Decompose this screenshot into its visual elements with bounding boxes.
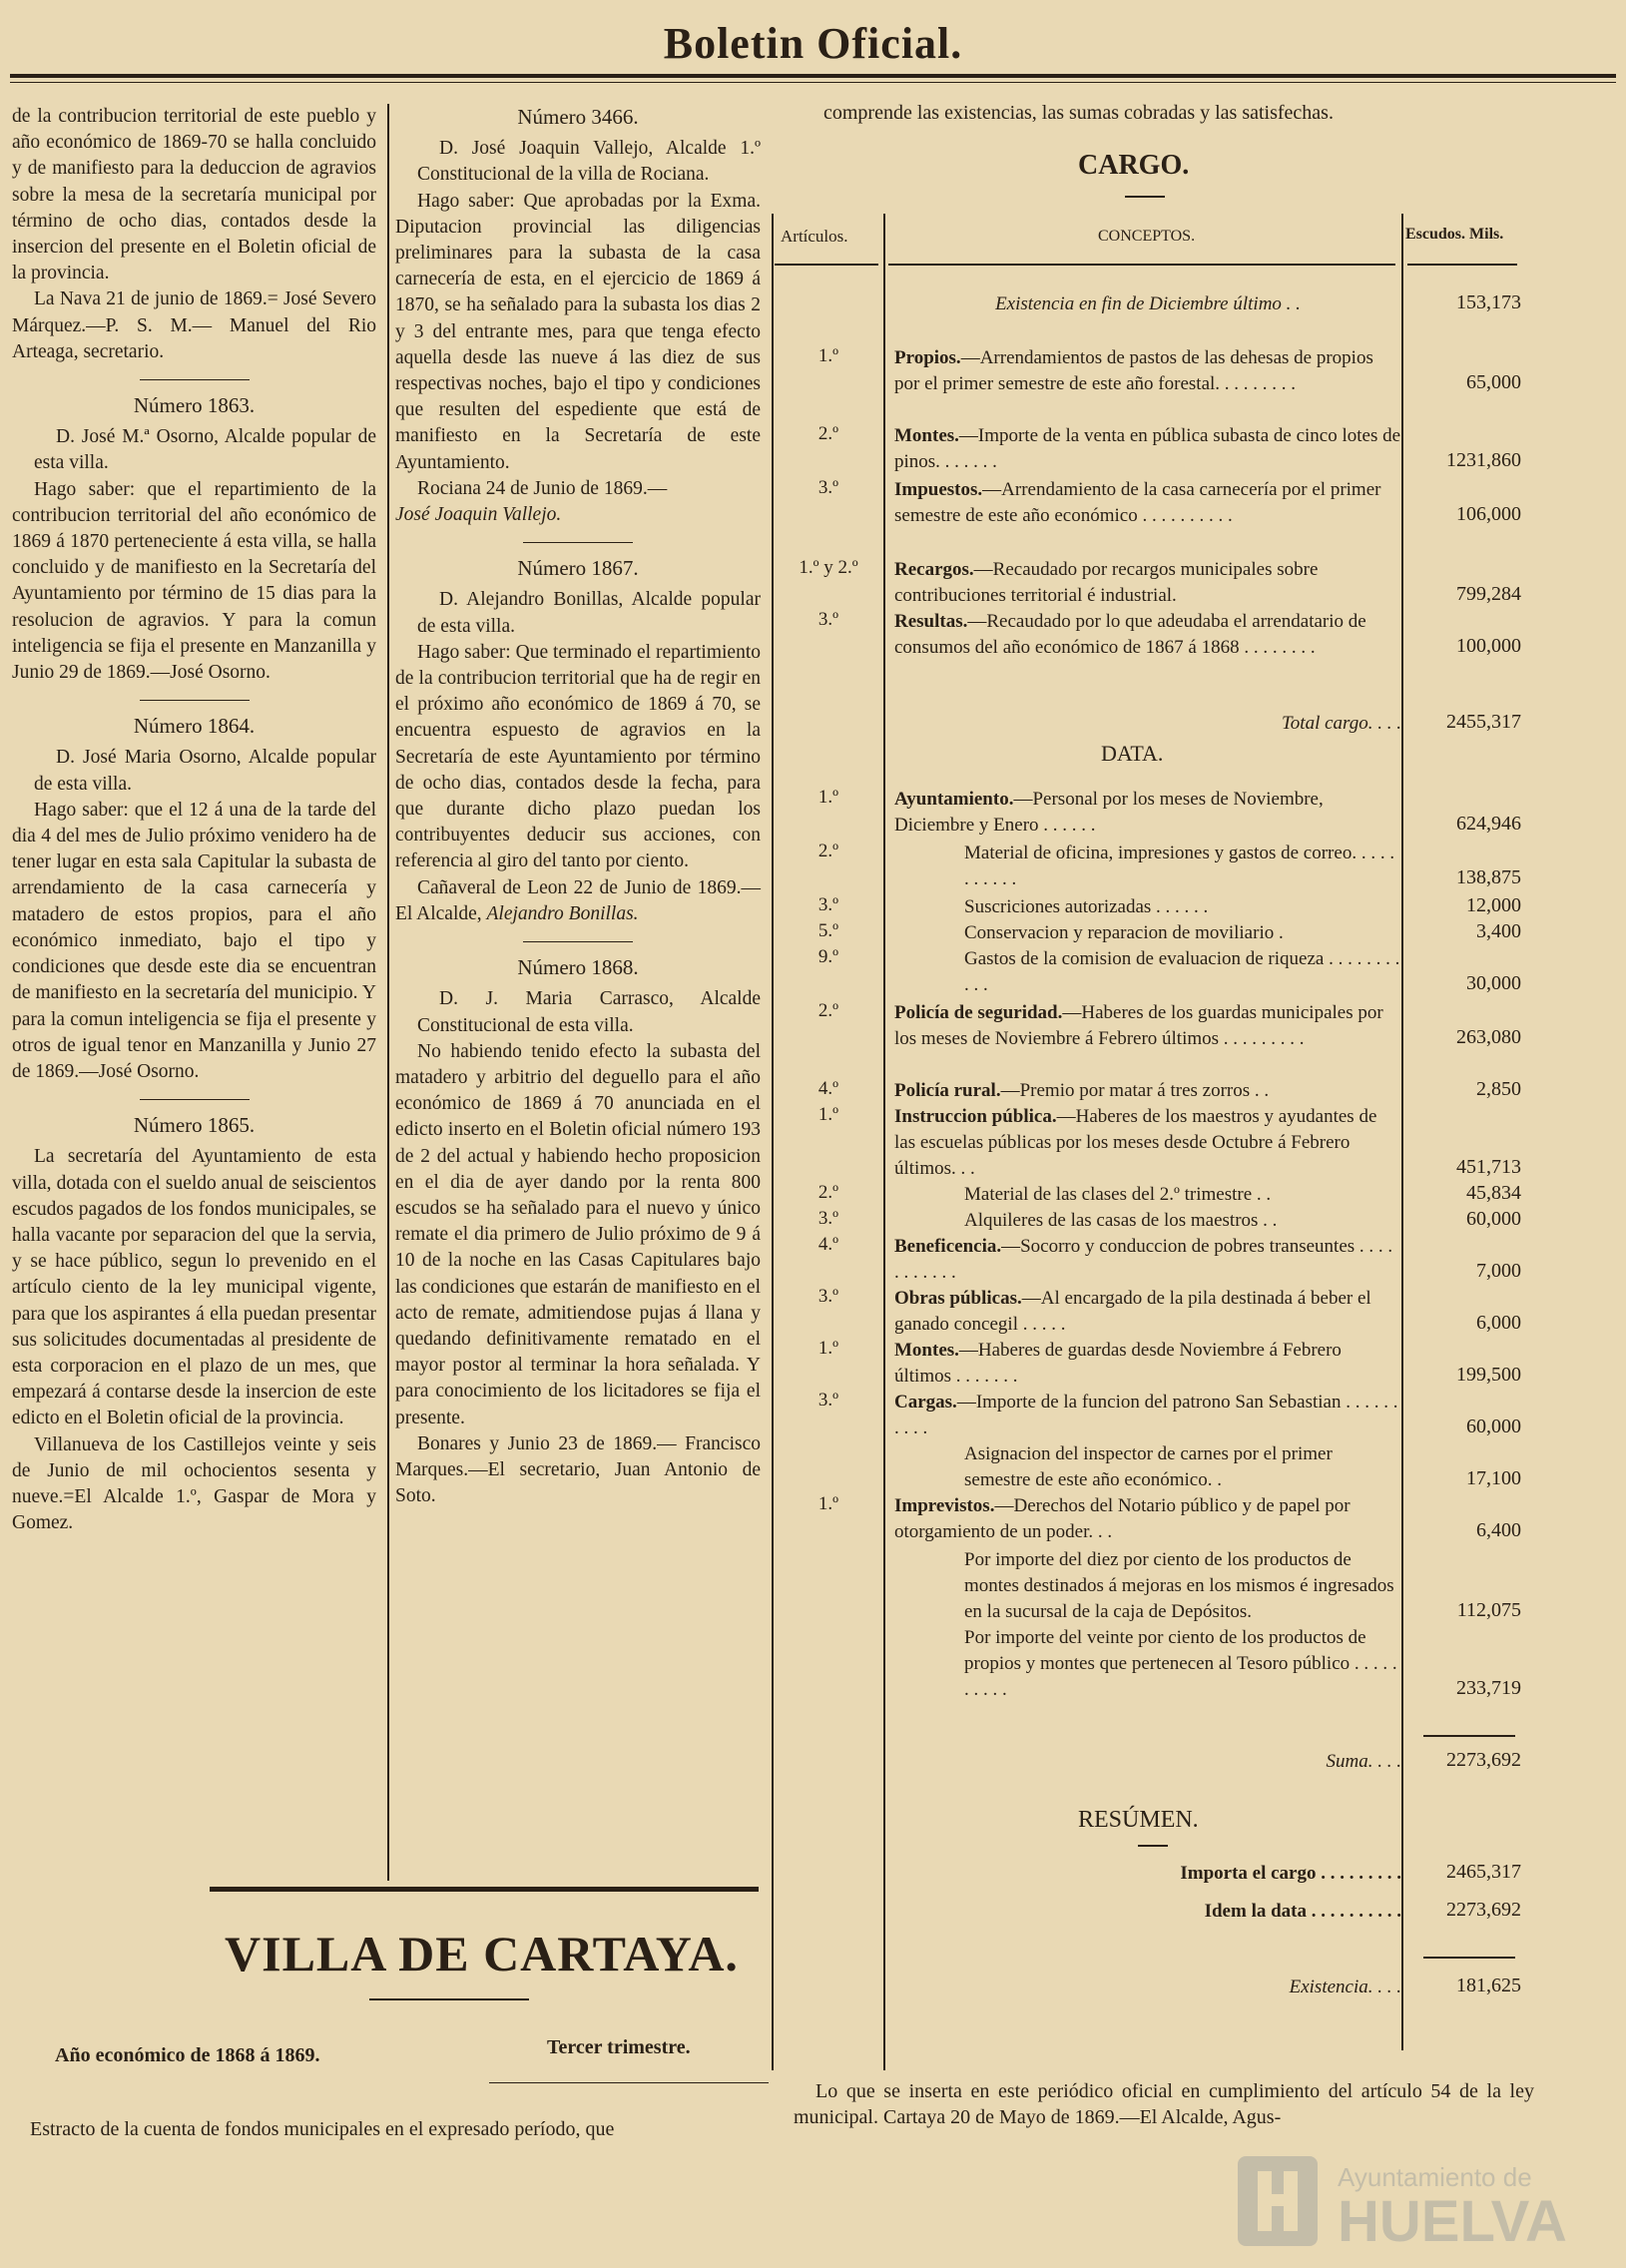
data-row-article: 1.º	[817, 787, 839, 808]
cargo-row-amount: 100,000	[1456, 635, 1521, 657]
data-row-article: 4.º	[817, 1078, 839, 1099]
data-row-amount: 6,000	[1476, 1312, 1521, 1334]
data-row-heading: Imprevistos.	[894, 1495, 995, 1516]
notice-signature: José Joaquin Vallejo.	[395, 504, 562, 526]
data-row-concept	[894, 841, 1401, 892]
col-header-conceptos: CONCEPTOS.	[1098, 228, 1196, 245]
cargo-row-amount: 2455,317	[1446, 711, 1521, 733]
notice-body: La secretaría del Ayuntamiento de esta villa, dotada con el sueldo anual de seiscientos escudos pagados de los fondos municipales, se halla vacante por separacion del que la servia, y se hace público, segun lo prevenido en el artículo ciento de la ley municipal vigente, para que los aspirantes á ella puedan presentar sus solicitudes documentadas al presidente de esta corporacion en el plazo de un mes, que empezará á contarse desde la insercion de este edicto en el Boletin oficial de la provincia.	[12, 1146, 376, 1429]
extract-continuation: comprende las existencias, las sumas cobradas y las satisfechas.	[823, 102, 1334, 124]
cargo-row-article: 1.º	[817, 345, 839, 366]
column-1	[12, 104, 376, 1536]
resumen-rule	[1423, 1957, 1515, 1959]
cargo-row-heading: Propios.	[894, 347, 961, 368]
resumen-text: Importa el cargo . . . . . . . . .	[1180, 1863, 1401, 1884]
cargo-row-text: —Importe de la venta en pública subasta de cinco lotes de pinos. . . . . . .	[894, 425, 1401, 472]
notice-number: Número 1863.	[133, 393, 256, 418]
notice-number: Número 1864.	[133, 714, 256, 739]
cargo-title: CARGO.	[1078, 150, 1190, 181]
cargo-row-amount: 106,000	[1456, 503, 1521, 525]
resumen-amount: 181,625	[1456, 1975, 1521, 1996]
data-row-text: Material de las clases del 2.º trimestre . .	[964, 1184, 1272, 1205]
column-divider	[387, 104, 389, 1881]
data-row-heading: Instruccion pública.	[894, 1106, 1057, 1127]
data-row-amount: 3,400	[1476, 920, 1521, 942]
cargo-row-amount: 153,173	[1456, 291, 1521, 313]
cargo-row-article: 3.º	[817, 609, 839, 630]
separator	[140, 700, 250, 701]
data-row-amount: 60,000	[1466, 1416, 1521, 1437]
data-row-amount: 2,850	[1476, 1078, 1521, 1100]
data-row-amount: 624,946	[1456, 813, 1521, 835]
resumen-label	[894, 1975, 1401, 2000]
signature: La Nava 21 de junio de 1869.= José Severo Márquez.—P. S. M.— Manuel del Rio Arteaga, secretario.	[12, 288, 376, 362]
data-row-amount: 60,000	[1466, 1208, 1521, 1230]
data-row-concept	[894, 1749, 1401, 1775]
watermark-line2: HUELVA	[1338, 2189, 1567, 2254]
data-row-concept	[894, 1441, 1401, 1493]
data-row-concept	[894, 1286, 1401, 1338]
data-row-heading: Obras públicas.	[894, 1288, 1022, 1309]
data-row-text: —Haberes de los maestros y ayudantes de las escuelas públicas por los meses desde Octubre á Febrero últimos. . .	[894, 1106, 1377, 1179]
data-row-concept	[894, 1547, 1401, 1625]
extract-line: Estracto de la cuenta de fondos municipales en el expresado período, que	[30, 2118, 615, 2140]
notice-body: Hago saber: Que terminado el repartimiento de la contribucion territorial que ha de regir en el próximo año económico de 1869 á 70, se encuentra espuesto de agravios en la Secretaría de este Ayuntamiento por término de ocho dias, contados desde la fecha, para que durante dicho plazo puedan los contribuyentes deducir sus acciones, con referencia al giro del tanto por ciento.	[395, 641, 761, 872]
data-row-concept	[894, 1078, 1401, 1104]
notice-author: D. José Joaquin Vallejo, Alcalde 1.º Constitucional de la villa de Rociana.	[417, 138, 761, 186]
data-row-text: —Personal por los meses de Noviembre, Diciembre y Enero . . . . . .	[894, 789, 1324, 836]
data-row-text: Suscriciones autorizadas . . . . . .	[964, 896, 1209, 917]
data-row-heading: Beneficencia.	[894, 1236, 1002, 1257]
notice-author: D. Alejandro Bonillas, Alcalde popular de esta villa.	[417, 589, 761, 637]
notice-body: Hago saber: que el repartimiento de la contribucion territorial del año económico de 1869 á 1870 perteneciente á esta villa, se halla concluido y de manifiesto en la Secretaría del Ayuntamiento por término de 15 dias para la resolucion de agravios. Y para la comun inteligencia se fija el presente en Manzanilla y Junio 29 de 1869.—José Osorno.	[12, 478, 376, 684]
section-title: VILLA DE CARTAYA.	[225, 1926, 739, 1982]
notice-number: Número 3466.	[517, 105, 639, 129]
data-row-concept	[894, 1000, 1401, 1052]
cargo-row-text: —Recaudado por recargos municipales sobre contribuciones territorial é industrial.	[894, 559, 1319, 606]
data-row-amount: 233,719	[1456, 1677, 1521, 1699]
notice-number: Número 1865.	[133, 1113, 256, 1138]
data-row-text: —Socorro y conduccion de pobres transeuntes . . . . . . . . . . .	[894, 1236, 1393, 1283]
cargo-row-article: 1.º y 2.º	[799, 557, 858, 578]
paragraph: de la contribucion territorial de este pueblo y año económico de 1869-70 se halla concluido y de manifiesto para la deduccion de agravios sobre la mesa de la secretaría municipal por término de ocho dias, contados desde la insercion del presente en el Boletin oficial de la provincia.	[12, 106, 376, 284]
cargo-row-text: —Recaudado por lo que adeudaba el arrendatario de consumos del año económico de 1867 á 1868 . . . . . . . .	[894, 611, 1366, 658]
cargo-row-concept	[894, 557, 1401, 609]
notice-date: Rociana 24 de Junio de 1869.—	[417, 477, 668, 499]
data-row-concept	[894, 787, 1401, 839]
watermark-logo	[1228, 2146, 1607, 2256]
data-row-amount: 263,080	[1456, 1026, 1521, 1048]
data-row-text: —Derechos del Notario público y de papel por otorgamiento de un poder. . .	[894, 1495, 1351, 1542]
separator	[523, 542, 633, 543]
resumen-text: Existencia. . . .	[1289, 1977, 1401, 1997]
data-row-heading: Cargas.	[894, 1392, 957, 1413]
notice-signature: Alejandro Bonillas.	[486, 902, 639, 924]
cargo-row-article: 3.º	[817, 477, 839, 498]
table-divider-right	[1401, 214, 1403, 2050]
data-row-text: —Al encargado de la pila destinada á beber el ganado concegil . . . . .	[894, 1288, 1371, 1335]
data-row-heading: Policía de seguridad.	[894, 1002, 1063, 1023]
cargo-row-text: Existencia en fin de Diciembre último . .	[995, 293, 1301, 314]
data-row-concept	[894, 894, 1401, 920]
cargo-row-heading: Montes.	[894, 425, 959, 446]
data-row-amount: 199,500	[1456, 1364, 1521, 1386]
data-row-text: Asignacion del inspector de carnes por el primer semestre de este año económico. .	[964, 1443, 1333, 1490]
masthead-rule	[10, 74, 1616, 78]
data-row-article: 9.º	[817, 946, 839, 967]
masthead-rule-thin	[10, 82, 1616, 83]
data-row-text: Por importe del veinte por ciento de los productos de propios y montes que pertenecen al Tesoro público . . . . . . . . . .	[964, 1627, 1397, 1700]
section-rule	[210, 1887, 759, 1892]
data-row-concept	[894, 1182, 1401, 1208]
data-row-heading: Montes.	[894, 1340, 959, 1361]
cargo-row-amount: 1231,860	[1446, 449, 1521, 471]
data-row-article: 3.º	[817, 1286, 839, 1307]
cargo-row-concept	[894, 291, 1401, 317]
data-row-concept	[894, 920, 1401, 946]
header-rule	[888, 264, 1395, 266]
cargo-row-amount: 65,000	[1466, 371, 1521, 393]
data-row-article: 1.º	[817, 1493, 839, 1514]
section-rule	[369, 1998, 529, 2000]
resumen-label	[894, 1861, 1401, 1887]
data-row-amount: 7,000	[1476, 1260, 1521, 1282]
header-rule	[775, 264, 878, 266]
data-row-concept	[894, 1625, 1401, 1703]
data-row-amount: 12,000	[1466, 894, 1521, 916]
col-header-escudos: Escudos. Mils.	[1405, 226, 1504, 243]
data-row-text: —Haberes de los guardas municipales por los meses de Noviembre á Febrero últimos . . . . . . . . .	[894, 1002, 1383, 1049]
resumen-rule	[1138, 1845, 1168, 1847]
data-row-text: Gastos de la comision de evaluacion de riqueza . . . . . . . . . . .	[964, 948, 1400, 995]
notice-body: Hago saber: que el 12 á una de la tarde del dia 4 del mes de Julio próximo venidero ha de tener lugar en esta sala Capitular la subasta de arrendamiento de la casa carnecería y matadero de estos propios, para el año económico inmediato, bajo el tipo y condiciones que desde este dia se encuentran de manifiesto en la secretaría del municipio. Y para la comun inteligencia se fija el presente y otros de igual tenor en Manzanilla y Junio 27 de 1869.—José Osorno.	[12, 799, 376, 1082]
data-title: DATA.	[1101, 741, 1164, 766]
cargo-row-article: 2.º	[817, 423, 839, 444]
data-row-heading: Policía rural.	[894, 1080, 1001, 1101]
cargo-row-heading: Impuestos.	[894, 479, 983, 500]
resumen-text: Idem la data . . . . . . . . . .	[1204, 1901, 1401, 1922]
notice-date-text: Cañaveral de Leon 22 de Junio de 1869.—El Alcalde,	[395, 876, 761, 924]
data-row-article: 3.º	[817, 1208, 839, 1229]
data-row-concept	[894, 1338, 1401, 1390]
cargo-row-heading: Resultas.	[894, 611, 968, 632]
data-row-text: —Haberes de guardas desde Noviembre á Febrero últimos . . . . . . .	[894, 1340, 1342, 1387]
data-row-concept	[894, 1493, 1401, 1545]
cargo-row-text: Total cargo. . . .	[1281, 713, 1401, 734]
data-row-amount: 451,713	[1456, 1156, 1521, 1178]
notice-number: Número 1868.	[517, 955, 639, 980]
separator	[140, 379, 250, 380]
notice-author: D. J. Maria Carrasco, Alcalde Constitucional de esta villa.	[417, 988, 761, 1036]
notice-signature: Bonares y Junio 23 de 1869.— Francisco Marques.—El secretario, Juan Antonio de Soto.	[395, 1432, 761, 1507]
data-row-amount: 45,834	[1466, 1182, 1521, 1204]
cargo-row-concept	[894, 345, 1401, 397]
data-row-article: 3.º	[817, 894, 839, 915]
notice-author: D. José Maria Osorno, Alcalde popular de esta villa.	[34, 747, 376, 795]
data-row-text: —Importe de la funcion del patrono San Sebastian . . . . . . . . . .	[894, 1392, 1398, 1438]
data-row-concept	[894, 1104, 1401, 1182]
data-row-article: 1.º	[817, 1338, 839, 1359]
header-rule	[1407, 264, 1517, 266]
data-row-text: —Premio por matar á tres zorros . .	[1000, 1080, 1270, 1101]
data-row-concept	[894, 1390, 1401, 1441]
data-row-amount: 6,400	[1476, 1519, 1521, 1541]
notice-author: D. José M.ª Osorno, Alcalde popular de esta villa.	[34, 426, 376, 474]
data-row-article: 2.º	[817, 841, 839, 861]
cargo-row-concept	[894, 609, 1401, 661]
data-row-amount: 17,100	[1466, 1467, 1521, 1489]
data-row-concept	[894, 1234, 1401, 1286]
data-row-text: Por importe del diez por ciento de los productos de montes destinados á mejoras en los mismos é ingresados en la sucursal de la caja de Depósitos.	[964, 1549, 1394, 1622]
separator	[140, 1099, 250, 1100]
resumen-amount: 2273,692	[1446, 1899, 1521, 1921]
cargo-row-concept	[894, 423, 1401, 475]
cargo-row-text: —Arrendamientos de pastos de las dehesas de propios por el primer semestre de este año forestal. . . . . . . . .	[894, 347, 1373, 394]
watermark-line1: Ayuntamiento de	[1338, 2162, 1532, 2192]
data-row-text: Alquileres de las casas de los maestros . .	[964, 1210, 1278, 1231]
data-row-amount: 2273,692	[1446, 1749, 1521, 1771]
data-row-amount: 30,000	[1466, 972, 1521, 994]
data-row-article: 4.º	[817, 1234, 839, 1255]
column-2	[395, 104, 761, 1509]
data-row-article: 2.º	[817, 1182, 839, 1203]
notice-signature: Villanueva de los Castillejos veinte y seis de Junio de mil ochocientos sesenta y nueve.=El Alcalde 1.º, Gaspar de Mora y Gomez.	[12, 1433, 376, 1534]
data-row-concept	[894, 1208, 1401, 1234]
notice-body: No habiendo tenido efecto la subasta del matadero y arbitrio del deguello para el año económico de 1869 á 70 anunciada en el edicto inserto en el Boletin oficial número 193 de 2 del actual y habiendo hecho proposicion en el dia de ayer dando por la renta 800 escudos se ha señalado para el nuevo y único remate el dia primero de Julio próximo de 9 á 10 de la noche en las Casas Capitulares bajo las condiciones que estarán de manifiesto en el acto de remate, admitiendose pujas á llana y quedando definitivamente rematado en el mayor postor al terminar la hora señalada. Y para conocimiento de los licitadores se fija el presente.	[395, 1040, 761, 1428]
trimester: Tercer trimestre.	[547, 2036, 691, 2058]
data-row-amount: 112,075	[1456, 1599, 1521, 1621]
resumen-title: RESÚMEN.	[1078, 1807, 1199, 1833]
data-row-text: Conservacion y reparacion de moviliario .	[964, 922, 1284, 943]
data-row-heading: Ayuntamiento.	[894, 789, 1014, 810]
notice-date	[395, 875, 761, 927]
cargo-row-amount: 799,284	[1456, 583, 1521, 605]
data-row-concept	[894, 946, 1401, 998]
data-row-text: Material de oficina, impresiones y gastos de correo. . . . . . . . . . .	[964, 843, 1395, 889]
data-row-text: Suma. . . .	[1326, 1751, 1401, 1772]
data-row-article: 5.º	[817, 920, 839, 941]
separator	[523, 941, 633, 942]
notice-number: Número 1867.	[517, 556, 639, 581]
data-row-article: 1.º	[817, 1104, 839, 1125]
data-row-amount: 138,875	[1456, 866, 1521, 888]
suma-rule	[1423, 1735, 1515, 1737]
cargo-row-concept	[894, 477, 1401, 529]
notice-body: Hago saber: Que aprobadas por la Exma. Diputacion provincial las diligencias preliminares para la subasta de la casa carnecería de esta, en el ejercicio de 1869 á 1870, se ha señalado para la subasta los dias 2 y 3 del entrante mes, para que tenga efecto aquella desde las nueve á las diez de sus respectivas noches, bajo el tipo y condiciones que resulten del espediente que está de manifiesto en la Secretaría de este Ayuntamiento.	[395, 190, 761, 473]
masthead: Boletin Oficial.	[663, 19, 963, 68]
resumen-amount: 2465,317	[1446, 1861, 1521, 1883]
table-divider-mid	[883, 214, 885, 2070]
col-header-articulos: Artículos.	[781, 227, 848, 246]
closing-paragraph: Lo que se inserta en este periódico oficial en cumplimiento del artículo 54 de la ley municipal. Cartaya 20 de Mayo de 1869.—El Alcalde, Agus-	[794, 2080, 1534, 2129]
cargo-row-text: —Arrendamiento de la casa carnecería por el primer semestre de este año económico . . . . . . . . . .	[894, 479, 1381, 526]
fiscal-year: Año económico de 1868 á 1869.	[55, 2044, 320, 2066]
section-rule	[489, 2082, 769, 2083]
resumen-label	[894, 1899, 1401, 1925]
cargo-rule	[1125, 196, 1165, 198]
data-row-article: 2.º	[817, 1000, 839, 1021]
cargo-row-concept	[894, 711, 1401, 737]
data-row-article: 3.º	[817, 1390, 839, 1411]
cargo-row-heading: Recargos.	[894, 559, 974, 580]
